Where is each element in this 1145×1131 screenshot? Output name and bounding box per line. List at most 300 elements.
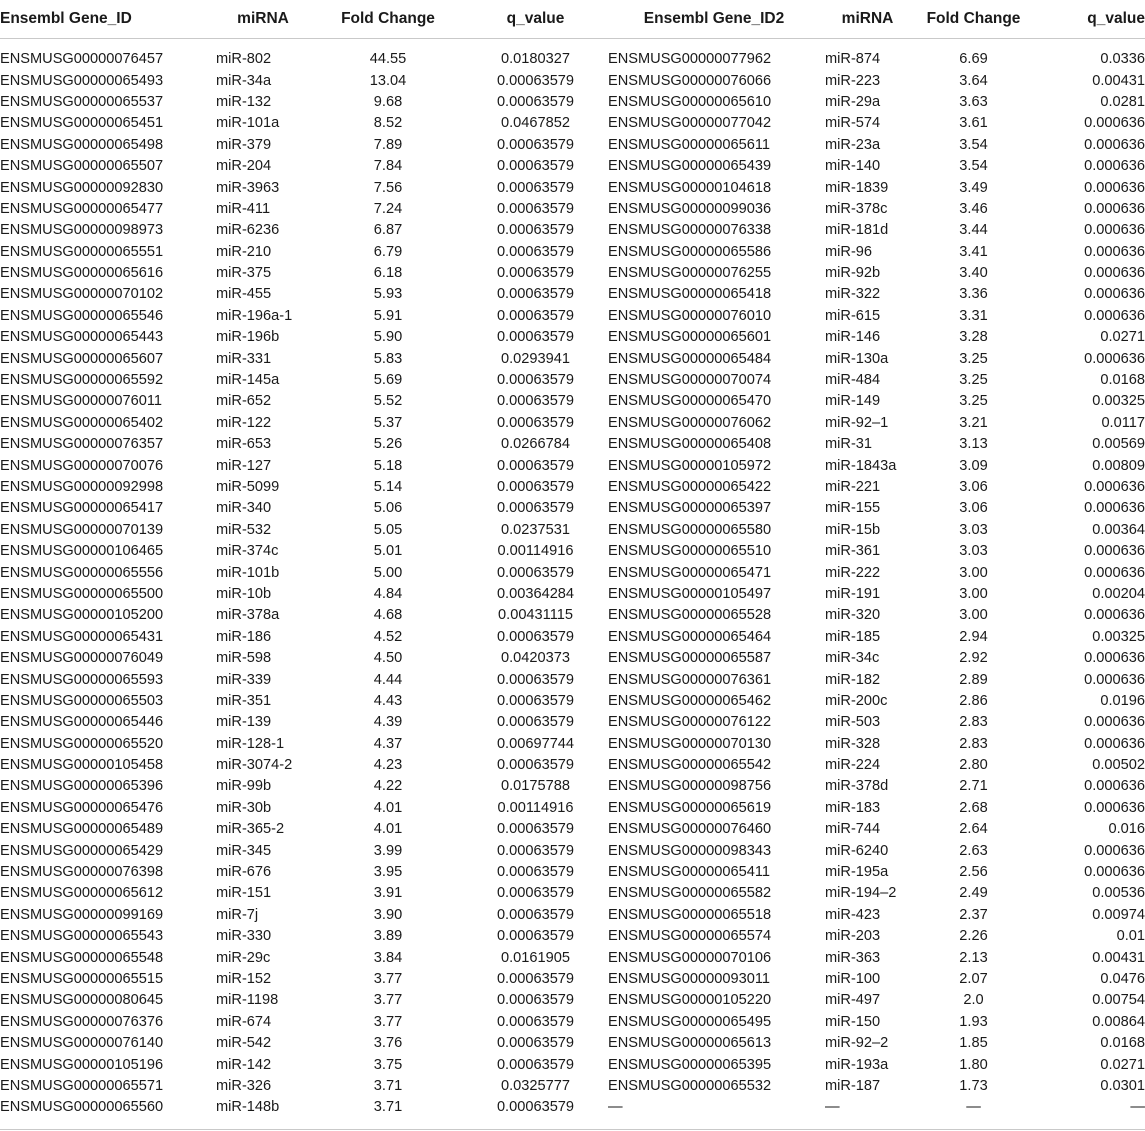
mirna-cell: miR-365-2 (216, 821, 285, 838)
table-row (0, 755, 1145, 776)
table-row (0, 177, 1145, 198)
fold-change-cell: 3.76 (373, 1035, 403, 1052)
gene-id-2-cell: ENSMUSG00000065495 (608, 1013, 772, 1030)
mirna-2-cell: miR-100 (825, 970, 881, 987)
fold-change-cell: 5.18 (373, 457, 403, 474)
table-row (0, 541, 1145, 562)
mirna-cell: miR-3963 (216, 179, 280, 196)
mirna-cell: miR-411 (216, 200, 271, 217)
q-value-cell: 0.0420373 (501, 650, 570, 667)
table-row (0, 306, 1145, 327)
q-value-cell: 0.00063579 (496, 928, 575, 945)
q-value-cell: 0.00063579 (496, 821, 575, 838)
mirna-2-cell: miR-194–2 (825, 885, 897, 902)
gene-id-2-cell: ENSMUSG00000076361 (608, 671, 772, 688)
gene-id-2-cell: ENSMUSG00000065470 (608, 393, 772, 410)
table-spacer-row (0, 39, 1145, 50)
mirna-2-cell: miR-92–2 (825, 1035, 889, 1052)
mirna-cell: miR-210 (216, 243, 272, 260)
mirna-2-cell: miR-203 (825, 928, 881, 945)
gene-id-2-cell: ENSMUSG00000065411 (608, 864, 770, 881)
fold-change-cell: 4.22 (373, 778, 403, 795)
table-row (0, 284, 1145, 305)
mirna-2-cell: miR-224 (825, 757, 881, 774)
mirna-2-cell: miR-193a (825, 1056, 889, 1073)
q-value-2-cell: 0.000636 (1084, 158, 1145, 175)
fold-change-2-cell: 2.64 (959, 821, 988, 838)
mirna-2-cell: miR-96 (825, 243, 873, 260)
fold-change-cell: 4.39 (373, 714, 403, 731)
q-value-cell: 0.00063579 (496, 372, 575, 389)
gene-id-2-cell: ENSMUSG00000076255 (608, 265, 772, 282)
table-row (0, 669, 1145, 690)
gene-id-2-cell: ENSMUSG00000065464 (608, 628, 772, 645)
gene-id-2-cell: ENSMUSG00000065395 (608, 1056, 772, 1073)
mirna-2-cell: miR-222 (825, 564, 881, 581)
fold-change-cell: 5.93 (373, 286, 403, 303)
fold-change-cell: 5.06 (373, 500, 403, 517)
gene-id-cell: ENSMUSG00000106465 (0, 543, 164, 560)
q-value-2-cell: 0.000636 (1084, 136, 1145, 153)
gene-id-cell: ENSMUSG00000065537 (0, 93, 164, 110)
q-value-2-cell: 0.000636 (1084, 799, 1145, 816)
fold-change-cell: 5.05 (373, 521, 403, 538)
fold-change-cell: 4.52 (373, 628, 403, 645)
mirna-2-cell: miR-320 (825, 607, 881, 624)
mirna-2-cell: miR-130a (825, 350, 889, 367)
mirna-cell: miR-331 (216, 350, 272, 367)
mirna-2-cell: miR-6240 (825, 842, 889, 859)
mirna-2-cell: miR-361 (825, 543, 881, 560)
mirna-2-cell: miR-378d (825, 778, 889, 795)
gene-id-2-cell: ENSMUSG00000070074 (608, 372, 772, 389)
q-value-cell: 0.00063579 (496, 864, 575, 881)
gene-id-cell: ENSMUSG00000065476 (0, 799, 164, 816)
q-value-cell: 0.00114916 (497, 799, 574, 816)
fold-change-2-cell: 2.92 (959, 650, 988, 667)
mirna-2-cell: miR-874 (825, 51, 881, 68)
q-value-cell: 0.00063579 (496, 265, 575, 282)
table-row (0, 49, 1145, 70)
q-value-2-cell: 0.00502 (1092, 757, 1145, 774)
table-row (0, 734, 1145, 755)
gene-id-2-cell: ENSMUSG00000076010 (608, 307, 772, 324)
mirna-cell: miR-375 (216, 265, 272, 282)
fold-change-2-cell: 2.63 (959, 842, 988, 859)
fold-change-2-cell: 3.00 (959, 564, 988, 581)
q-value-cell: 0.0180327 (501, 51, 570, 68)
mirna-2-cell: miR-195a (825, 864, 889, 881)
fold-change-2-cell: 2.80 (959, 757, 988, 774)
mirna-2-cell: miR-140 (825, 158, 881, 175)
mirna-2-cell: miR-363 (825, 949, 881, 966)
fold-change-cell: 5.01 (373, 543, 403, 560)
gene-id-2-cell: ENSMUSG00000065471 (608, 564, 772, 581)
gene-id-2-cell: ENSMUSG00000065601 (608, 329, 772, 346)
mirna-2-cell: miR-92b (825, 265, 881, 282)
mirna-2-cell: miR-34c (825, 650, 880, 667)
mirna-2-cell: miR-744 (825, 821, 881, 838)
q-value-2-cell: 0.00325 (1092, 393, 1145, 410)
fold-change-cell: 4.44 (373, 671, 403, 688)
table-row (0, 1076, 1145, 1097)
mirna-cell: miR-676 (216, 864, 272, 881)
table-row (0, 434, 1145, 455)
fold-change-2-cell: 3.25 (959, 372, 988, 389)
mirna-cell: miR-7j (216, 906, 259, 923)
q-value-cell: 0.00063579 (496, 1013, 575, 1030)
mirna-cell: miR-542 (216, 1035, 272, 1052)
fold-change-cell: 4.01 (373, 799, 403, 816)
gene-id-2-cell: ENSMUSG00000065510 (608, 543, 772, 560)
q-value-cell: 0.00063579 (496, 179, 575, 196)
fold-change-2-cell: 2.0 (963, 992, 984, 1009)
gene-id-cell: ENSMUSG00000105458 (0, 757, 164, 774)
fold-change-cell: 44.55 (369, 51, 407, 68)
fold-change-cell: 8.52 (373, 115, 403, 132)
fold-change-2-cell: 3.36 (959, 286, 988, 303)
gene-id-2-cell: ENSMUSG00000065586 (608, 243, 772, 260)
q-value-2-cell: 0.000636 (1084, 650, 1145, 667)
gene-id-cell: ENSMUSG00000065417 (0, 500, 164, 517)
table-row (0, 1097, 1145, 1118)
table-body (0, 39, 1145, 1119)
fold-change-cell: 3.95 (373, 864, 403, 881)
fold-change-cell: 4.43 (373, 692, 403, 709)
mirna-cell: miR-132 (216, 93, 272, 110)
mirna-2-cell: miR-155 (825, 500, 881, 517)
mirna-2-cell: miR-92–1 (825, 414, 889, 431)
fold-change-cell: 5.69 (373, 372, 403, 389)
gene-id-2-cell: ENSMUSG00000065574 (608, 928, 772, 945)
header-q-value-2: q_value (1032, 0, 1145, 39)
gene-id-2-cell: ENSMUSG00000065397 (608, 500, 772, 517)
q-value-2-cell: 0.000636 (1084, 179, 1145, 196)
gene-id-2-cell: ENSMUSG00000076338 (608, 222, 772, 239)
gene-id-cell: ENSMUSG00000099169 (0, 906, 164, 923)
gene-id-2-cell: ENSMUSG00000099036 (608, 200, 772, 217)
table-row (0, 947, 1145, 968)
q-value-cell: 0.00063579 (496, 628, 575, 645)
table-row (0, 156, 1145, 177)
q-value-2-cell: 0.00536 (1092, 885, 1145, 902)
mirna-2-cell: miR-200c (825, 692, 888, 709)
gene-id-cell: ENSMUSG00000065543 (0, 928, 164, 945)
gene-id-cell: ENSMUSG00000065451 (0, 115, 164, 132)
table-row (0, 498, 1145, 519)
fold-change-2-cell: 2.56 (959, 864, 988, 881)
gene-id-cell: ENSMUSG00000065493 (0, 72, 164, 89)
mirna-cell: miR-674 (216, 1013, 272, 1030)
fold-change-2-cell: 3.03 (959, 543, 988, 560)
gene-id-cell: ENSMUSG00000065520 (0, 735, 164, 752)
q-value-cell: 0.00063579 (496, 136, 575, 153)
mirna-cell: miR-5099 (216, 479, 280, 495)
q-value-cell: 0.00063579 (496, 842, 575, 859)
gene-id-cell: ENSMUSG00000105200 (0, 607, 164, 624)
gene-id-2-cell: ENSMUSG00000065611 (608, 136, 770, 153)
fold-change-cell: 5.37 (373, 414, 403, 431)
table-row (0, 562, 1145, 583)
q-value-cell: 0.00063579 (496, 457, 575, 474)
gene-id-2-cell: ENSMUSG00000105220 (608, 992, 772, 1009)
gene-id-2-cell: ENSMUSG00000065532 (608, 1077, 772, 1094)
gene-id-2-cell: ENSMUSG00000065422 (608, 479, 772, 495)
gene-id-cell: ENSMUSG00000070076 (0, 457, 164, 474)
mirna-cell: miR-345 (216, 842, 272, 859)
fold-change-2-cell: 3.00 (959, 607, 988, 624)
q-value-2-cell: 0.000636 (1084, 735, 1145, 752)
fold-change-2-cell: 3.61 (959, 115, 988, 132)
mirna-cell: miR-1198 (216, 992, 279, 1009)
fold-change-cell: 6.18 (373, 265, 403, 282)
gene-id-2-cell: ENSMUSG00000065587 (608, 650, 772, 667)
gene-id-2-cell: ENSMUSG00000065418 (608, 286, 772, 303)
fold-change-2-cell: 1.80 (959, 1056, 988, 1073)
fold-change-cell: 6.79 (373, 243, 403, 260)
mirna-2-cell: miR-31 (825, 436, 873, 453)
fold-change-cell: 5.52 (373, 393, 403, 410)
q-value-2-cell: 0.0301 (1100, 1077, 1145, 1094)
q-value-cell: 0.00063579 (496, 1035, 575, 1052)
mirna-2-cell: — (825, 1099, 840, 1116)
gene-id-cell: ENSMUSG00000065556 (0, 564, 164, 581)
gene-id-2-cell: ENSMUSG00000065408 (608, 436, 772, 453)
q-value-cell: 0.00063579 (496, 286, 575, 303)
mirna-cell: miR-152 (216, 970, 272, 987)
q-value-cell: 0.0237531 (501, 521, 570, 538)
mirna-cell: miR-378a (216, 607, 280, 624)
q-value-cell: 0.0467852 (501, 115, 570, 132)
fold-change-2-cell: 2.94 (959, 628, 988, 645)
mirna-cell: miR-802 (216, 51, 272, 68)
fold-change-2-cell: 2.13 (959, 949, 988, 966)
mirna-cell: miR-652 (216, 393, 272, 410)
mirna-cell: miR-101a (216, 115, 280, 132)
fold-change-cell: 5.00 (373, 564, 403, 581)
header-gene-id-2: Ensembl Gene_ID2 (608, 0, 820, 39)
table-row (0, 926, 1145, 947)
fold-change-2-cell: 3.31 (959, 307, 988, 324)
fold-change-2-cell: 1.73 (959, 1077, 988, 1094)
gene-id-cell: ENSMUSG00000092998 (0, 479, 164, 495)
mirna-2-cell: miR-181d (825, 222, 889, 239)
q-value-cell: 0.00063579 (496, 692, 575, 709)
mirna-2-cell: miR-574 (825, 115, 881, 132)
q-value-2-cell: — (1130, 1099, 1145, 1116)
table-row (0, 370, 1145, 391)
q-value-cell: 0.00431115 (498, 607, 573, 624)
table-row (0, 1054, 1145, 1075)
q-value-2-cell: 0.000636 (1084, 350, 1145, 367)
q-value-cell: 0.00063579 (496, 1099, 575, 1116)
mirna-2-cell: miR-221 (825, 479, 881, 495)
mirna-cell: miR-532 (216, 521, 272, 538)
mirna-2-cell: miR-23a (825, 136, 881, 153)
q-value-2-cell: 0.016 (1108, 821, 1145, 838)
q-value-2-cell: 0.000636 (1084, 543, 1145, 560)
q-value-cell: 0.00063579 (496, 222, 575, 239)
mirna-cell: miR-653 (216, 436, 272, 453)
gene-id-cell: ENSMUSG00000065515 (0, 970, 164, 987)
table-row (0, 990, 1145, 1011)
q-value-cell: 0.0325777 (501, 1077, 570, 1094)
q-value-cell: 0.0161905 (501, 949, 570, 966)
gene-id-cell: ENSMUSG00000076457 (0, 51, 164, 68)
mirna-2-cell: miR-223 (825, 72, 881, 89)
table-row (0, 776, 1145, 797)
table-row (0, 905, 1145, 926)
q-value-cell: 0.00063579 (496, 329, 575, 346)
mirna-cell: miR-196a-1 (216, 307, 293, 324)
gene-id-cell: ENSMUSG00000065396 (0, 778, 164, 795)
table-row (0, 455, 1145, 476)
q-value-cell: 0.0293941 (501, 350, 570, 367)
q-value-2-cell: 0.000636 (1084, 265, 1145, 282)
fold-change-2-cell: 3.40 (959, 265, 988, 282)
gene-id-2-cell: ENSMUSG00000065582 (608, 885, 772, 902)
table-row (0, 819, 1145, 840)
q-value-2-cell: 0.000636 (1084, 500, 1145, 517)
q-value-cell: 0.00063579 (496, 93, 575, 110)
mirna-cell: miR-142 (216, 1056, 272, 1073)
mirna-2-cell: miR-615 (825, 307, 881, 324)
gene-id-2-cell: ENSMUSG00000076066 (608, 72, 772, 89)
fold-change-2-cell: 6.69 (959, 51, 988, 68)
table-row (0, 691, 1145, 712)
fold-change-2-cell: 3.09 (959, 457, 988, 474)
q-value-cell: 0.00063579 (496, 671, 575, 688)
fold-change-cell: 5.83 (373, 350, 403, 367)
gene-id-cell: ENSMUSG00000065560 (0, 1099, 164, 1116)
mirna-cell: miR-330 (216, 928, 272, 945)
gene-id-2-cell: ENSMUSG00000105497 (608, 585, 772, 602)
mirna-2-cell: miR-423 (825, 906, 881, 923)
q-value-cell: 0.00063579 (496, 714, 575, 731)
gene-id-2-cell: ENSMUSG00000065484 (608, 350, 772, 367)
q-value-2-cell: 0.0168 (1100, 1035, 1145, 1052)
q-value-2-cell: 0.0168 (1100, 372, 1145, 389)
fold-change-cell: 5.91 (373, 307, 403, 324)
gene-id-2-cell: ENSMUSG00000070130 (608, 735, 772, 752)
table-row (0, 520, 1145, 541)
q-value-2-cell: 0.0281 (1100, 93, 1145, 110)
header-gene-id: Ensembl Gene_ID (0, 0, 213, 39)
gene-id-cell: ENSMUSG00000065593 (0, 671, 164, 688)
gene-id-2-cell: ENSMUSG00000065542 (608, 757, 772, 774)
mirna-cell: miR-151 (216, 885, 272, 902)
gene-id-cell: ENSMUSG00000065446 (0, 714, 164, 731)
fold-change-cell: 9.68 (373, 93, 403, 110)
fold-change-2-cell: 2.83 (959, 735, 988, 752)
header-mirna: miRNA (213, 0, 313, 39)
mirna-cell: miR-196b (216, 329, 280, 346)
fold-change-2-cell: 3.03 (959, 521, 988, 538)
fold-change-cell: 5.90 (373, 329, 403, 346)
fold-change-2-cell: 2.07 (959, 970, 988, 987)
gene-id-cell: ENSMUSG00000065616 (0, 265, 164, 282)
fold-change-cell: 3.71 (373, 1099, 403, 1116)
fold-change-2-cell: 3.54 (959, 158, 988, 175)
q-value-cell: 0.00063579 (496, 307, 575, 324)
mirna-2-cell: miR-328 (825, 735, 881, 752)
q-value-cell: 0.00063579 (496, 414, 575, 431)
table-row (0, 1012, 1145, 1033)
q-value-cell: 0.00697744 (496, 735, 575, 752)
mirna-2-cell: miR-183 (825, 799, 881, 816)
mirna-cell: miR-6236 (216, 222, 280, 239)
q-value-2-cell: 0.000636 (1084, 307, 1145, 324)
gene-id-cell: ENSMUSG00000076049 (0, 650, 164, 667)
mirna-cell: miR-127 (216, 457, 272, 474)
q-value-cell: 0.00063579 (496, 479, 575, 495)
table-row (0, 477, 1145, 498)
mirna-cell: miR-379 (216, 136, 272, 153)
mirna-cell: miR-128-1 (216, 735, 285, 752)
mirna-2-cell: miR-1843a (825, 457, 897, 474)
fold-change-cell: 4.68 (373, 607, 403, 624)
gene-id-2-cell: ENSMUSG00000098343 (608, 842, 772, 859)
q-value-2-cell: 0.00431 (1092, 949, 1145, 966)
mirna-cell: miR-30b (216, 799, 272, 816)
q-value-2-cell: 0.00431 (1092, 72, 1145, 89)
q-value-2-cell: 0.000636 (1084, 115, 1145, 132)
table-row (0, 327, 1145, 348)
mirna-2-cell: miR-191 (825, 585, 881, 602)
q-value-2-cell: 0.0336 (1100, 51, 1145, 68)
fold-change-cell: 3.75 (373, 1056, 403, 1073)
mirna-2-cell: miR-149 (825, 393, 881, 410)
fold-change-2-cell: 2.26 (959, 928, 988, 945)
fold-change-2-cell: 3.28 (959, 329, 988, 346)
fold-change-2-cell: 3.46 (959, 200, 988, 217)
fold-change-cell: 7.24 (373, 200, 403, 217)
fold-change-cell: 3.71 (373, 1077, 403, 1094)
header-mirna-2: miRNA (820, 0, 915, 39)
fold-change-cell: 7.84 (373, 158, 403, 175)
q-value-2-cell: 0.000636 (1084, 222, 1145, 239)
fold-change-2-cell: 3.25 (959, 350, 988, 367)
q-value-cell: 0.00063579 (496, 243, 575, 260)
table-row (0, 92, 1145, 113)
fold-change-cell: 3.77 (373, 1013, 403, 1030)
fold-change-2-cell: 3.64 (959, 72, 988, 89)
gene-id-cell: ENSMUSG00000105196 (0, 1056, 164, 1073)
mirna-cell: miR-326 (216, 1077, 272, 1094)
mirna-cell: miR-148b (216, 1099, 280, 1116)
gene-id-cell: ENSMUSG00000065546 (0, 307, 164, 324)
gene-id-cell: ENSMUSG00000065489 (0, 821, 164, 838)
header-fold-change-2: Fold Change (915, 0, 1032, 39)
q-value-cell: 0.00063579 (496, 500, 575, 517)
fold-change-2-cell: 1.85 (959, 1035, 988, 1052)
gene-id-cell: ENSMUSG00000076398 (0, 864, 164, 881)
mirna-2-cell: miR-187 (825, 1077, 881, 1094)
q-value-2-cell: 0.000636 (1084, 479, 1145, 495)
fold-change-cell: 4.50 (373, 650, 403, 667)
mirna-cell: miR-29c (216, 949, 271, 966)
mirna-cell: miR-340 (216, 500, 272, 517)
mirna-cell: miR-122 (216, 414, 272, 431)
mirna-2-cell: miR-146 (825, 329, 881, 346)
q-value-2-cell: 0.000636 (1084, 671, 1145, 688)
q-value-2-cell: 0.000636 (1084, 842, 1145, 859)
q-value-cell: 0.00063579 (496, 72, 575, 89)
mirna-2-cell: miR-1839 (825, 179, 889, 196)
mirna-cell: miR-186 (216, 628, 272, 645)
gene-id-2-cell: ENSMUSG00000065528 (608, 607, 772, 624)
mirna-cell: miR-145a (216, 372, 280, 389)
